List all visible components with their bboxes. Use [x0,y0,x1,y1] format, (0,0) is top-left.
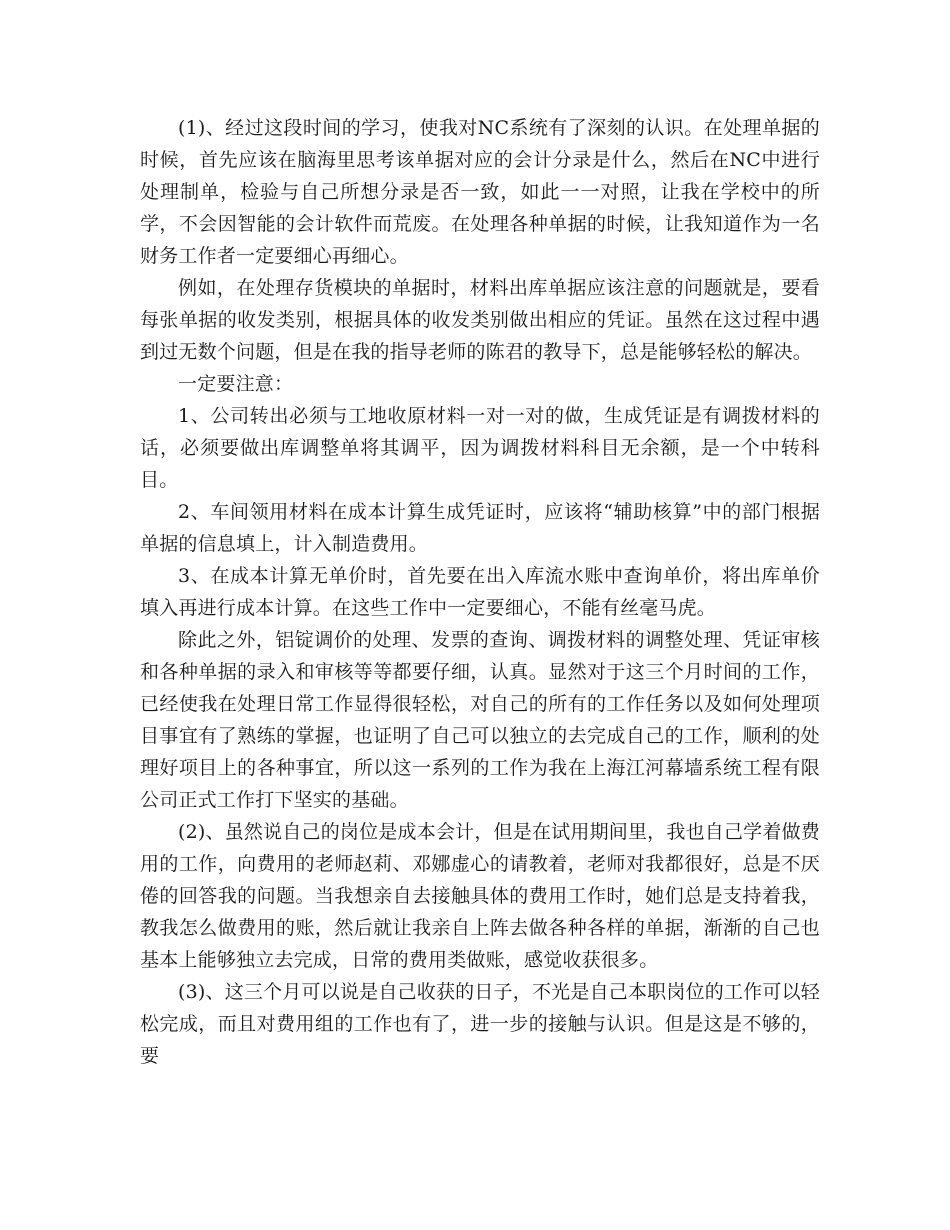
paragraph-2: 例如，在处理存货模块的单据时，材料出库单据应该注意的问题就是，要看每张单据的收发类别，根据具体的收发类别做出相应的凭证。虽然在这过程中遇到过无数个问题，但是在我的指导老师的陈君的教导下，总是能够轻松的解决。 [140,277,820,363]
document-body [140,112,820,1072]
paragraph-3: 一定要注意： [178,373,294,395]
paragraph-7: 除此之外，铝锭调价的处理、发票的查询、调拨材料的调整处理、凭证审核和各种单据的录入和审核等等都要仔细，认真。显然对于这三个月时间的工作，已经使我在处理日常工作显得很轻松，对自己的所有的工作任务以及如何处理项目事宜有了熟练的掌握，也证明了自己可以独立的去完成自己的工作，顺利的处理好项目上的各种事宜，所以这一系列的工作为我在上海江河幕墙系统工程有限公司正式工作打下坚实的基础。 [140,629,820,811]
paragraph-4: 1、公司转出必须与工地收原材料一对一对的做，生成凭证是有调拨材料的话，必须要做出库调整单将其调平，因为调拨材料科目无余额，是一个中转科目。 [140,405,820,491]
paragraph-9: (3)、这三个月可以说是自己收获的日子，不光是自己本职岗位的工作可以轻松完成，而且对费用组的工作也有了，进一步的接触与认识。但是这是不够的，要 [140,981,820,1067]
paragraph-8: (2)、虽然说自己的岗位是成本会计，但是在试用期间里，我也自己学着做费用的工作，向费用的老师赵莉、邓娜虚心的请教着，老师对我都很好，总是不厌倦的回答我的问题。当我想亲自去接触具体的费用工作时，她们总是支持着我，教我怎么做费用的账，然后就让我亲自上阵去做各种各样的单据，渐渐的自己也基本上能够独立去完成，日常的费用类做账，感觉收获很多。 [140,821,820,971]
paragraph-6: 3、在成本计算无单价时，首先要在出入库流水账中查询单价，将出库单价填入再进行成本计算。在这些工作中一定要细心，不能有丝毫马虎。 [140,565,820,619]
paragraph-1: (1)、经过这段时间的学习，使我对NC系统有了深刻的认识。在处理单据的时候，首先应该在脑海里思考该单据对应的会计分录是什么，然后在NC中进行处理制单，检验与自己所想分录是否一致，如此一一对照，让我在学校中的所学，不会因智能的会计软件而荒废。在处理各种单据的时候，让我知道作为一名财务工作者一定要细心再细心。 [140,117,820,267]
paragraph-5: 2、车间领用材料在成本计算生成凭证时，应该将“辅助核算”中的部门根据单据的信息填上，计入制造费用。 [140,501,820,555]
